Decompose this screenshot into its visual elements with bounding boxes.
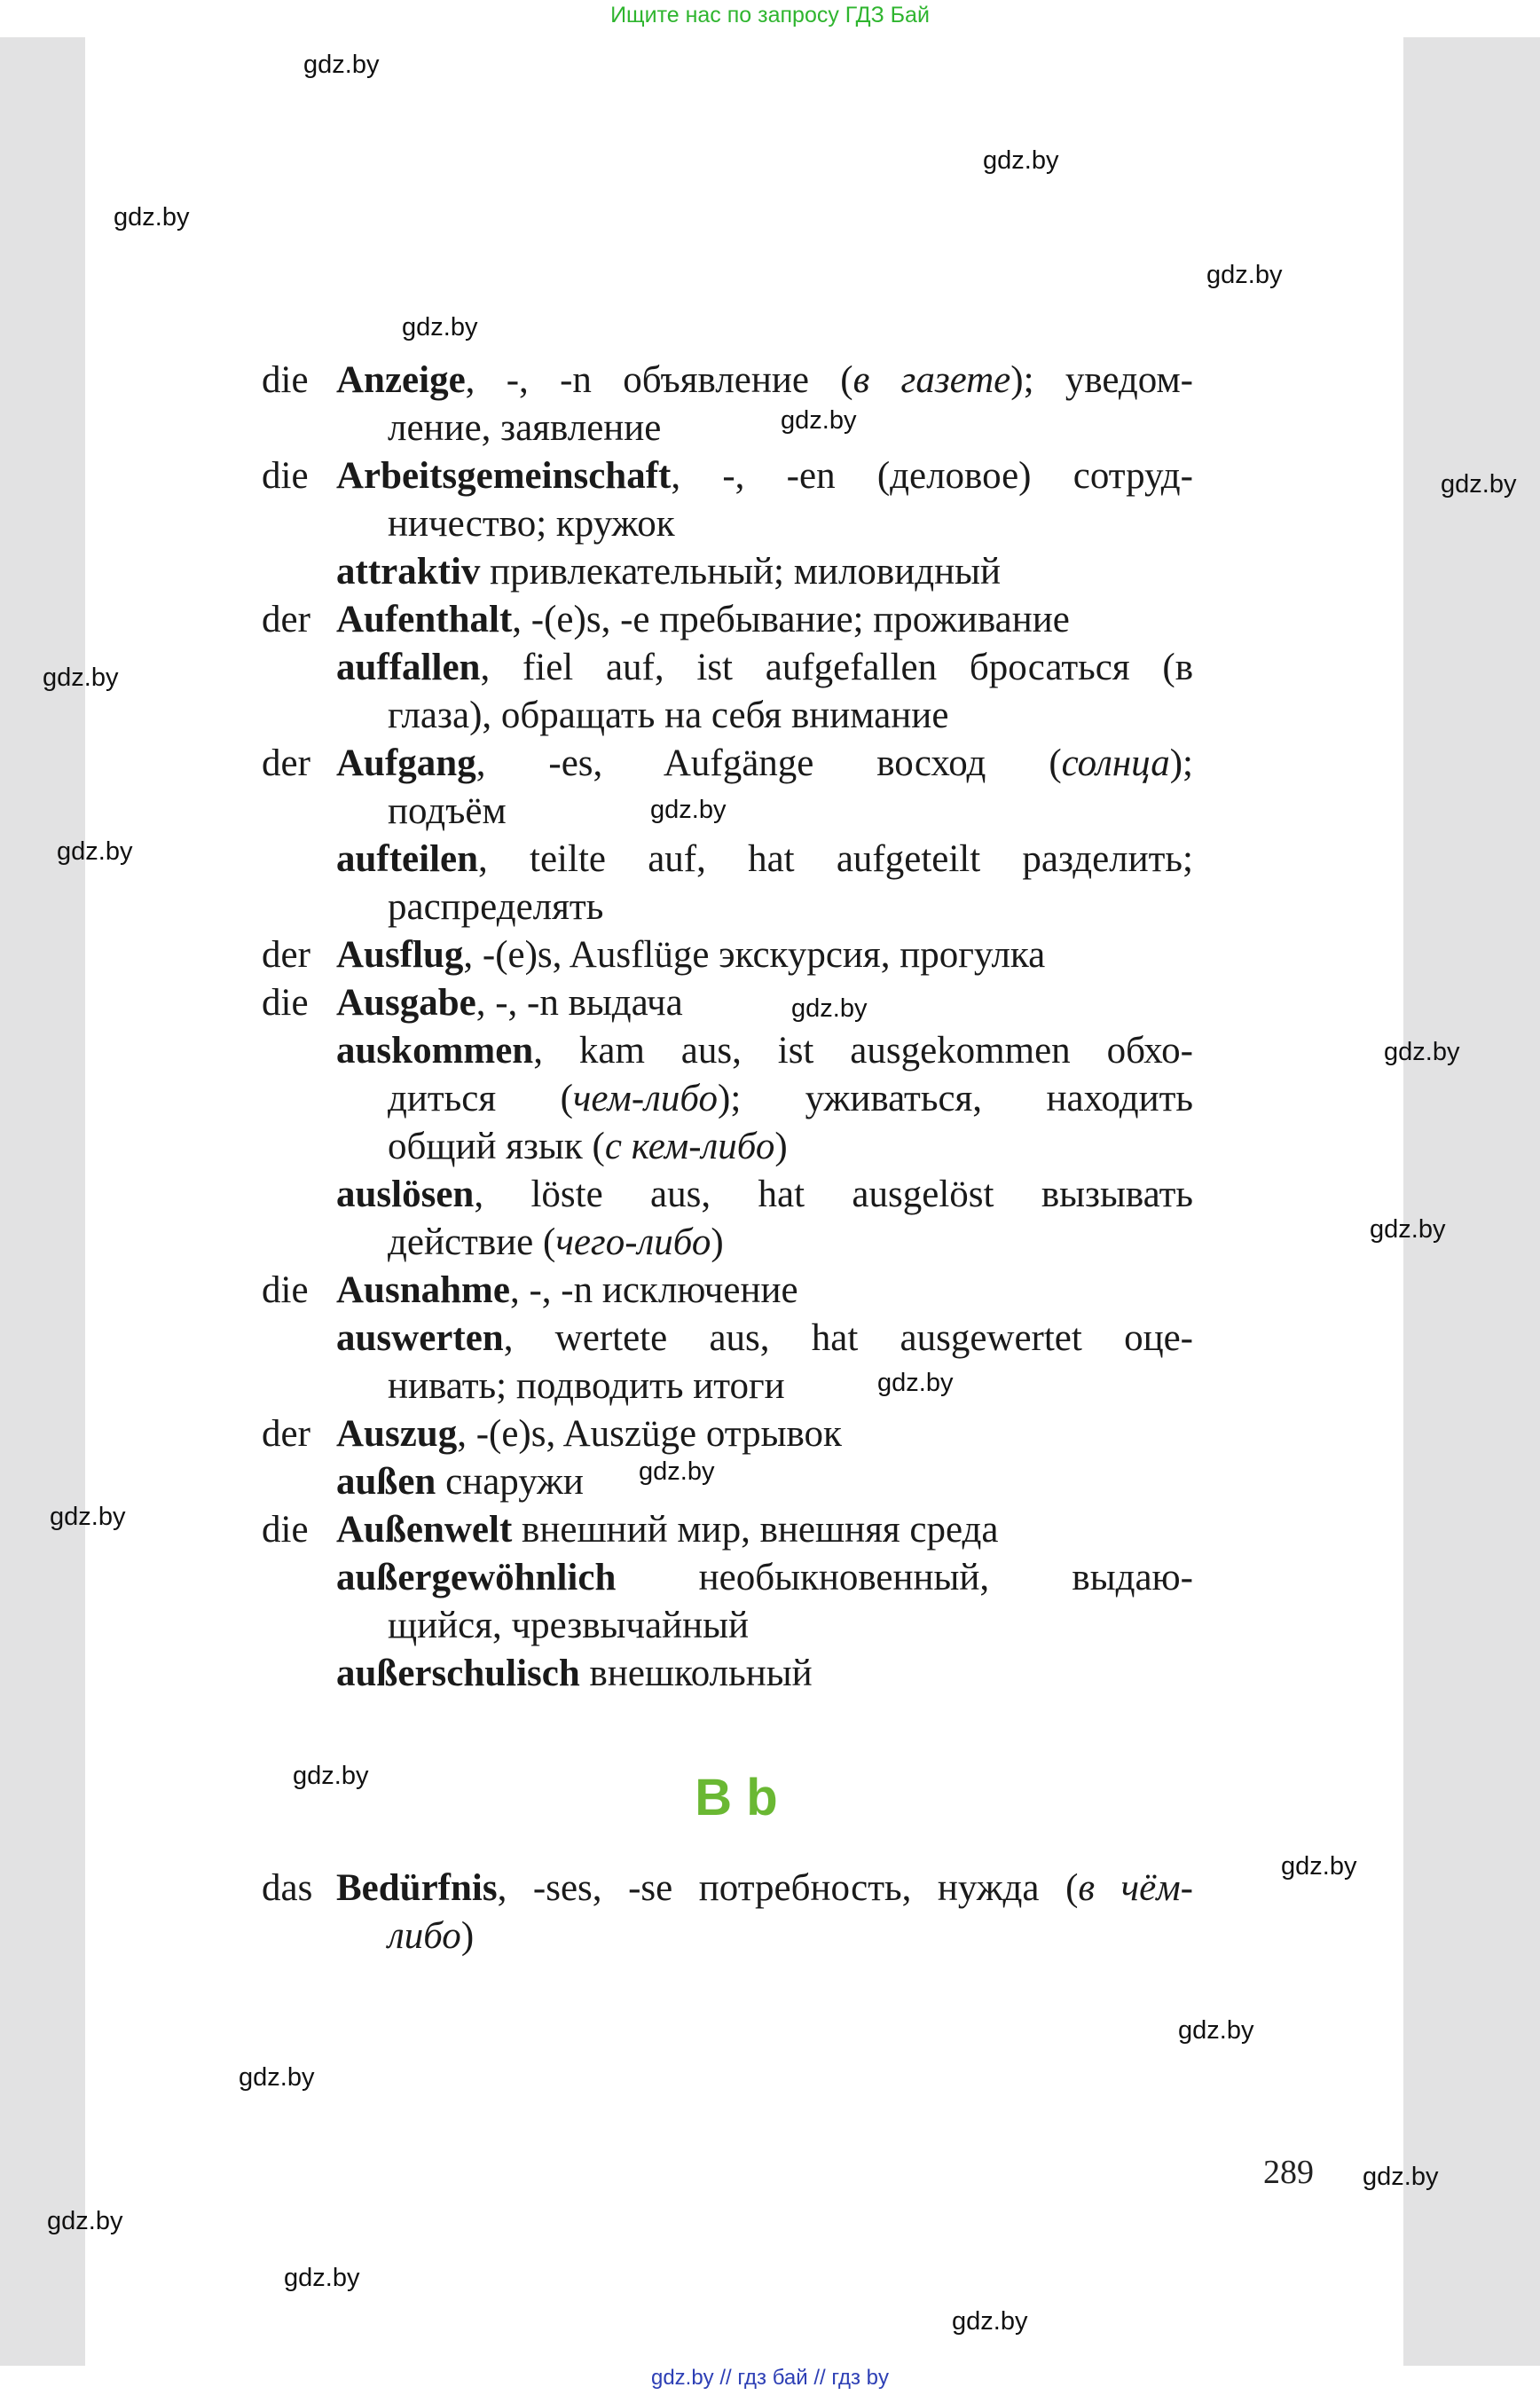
- translation-text: , -, -n выдача: [475, 982, 683, 1024]
- dictionary-entry: [262, 596, 1193, 644]
- translation-text: снаружи: [436, 1461, 584, 1503]
- headword: Arbeitsgemeinschaft: [336, 455, 672, 497]
- dictionary-entry: [262, 1171, 1193, 1267]
- entry-line: [336, 452, 1193, 500]
- dictionary-entry: [262, 1650, 1193, 1698]
- watermark: gdz.by: [650, 796, 727, 824]
- headword: außen: [336, 1461, 436, 1503]
- entry-continuation-line: [336, 1075, 1193, 1123]
- translation-text: , -, -n объявление (: [465, 359, 853, 401]
- entry-line: [336, 357, 1193, 404]
- dictionary-entry: [262, 1865, 1193, 1960]
- headword: Anzeige: [336, 359, 466, 401]
- watermark: gdz.by: [402, 313, 478, 342]
- translation-text: ление, заявление: [388, 407, 662, 449]
- dictionary-entry: [262, 452, 1193, 548]
- left-margin-band: [0, 37, 85, 2366]
- dictionary-entry: [262, 1506, 1193, 1554]
- translation-text: , kam aus, ist ausgekommen обхо-: [533, 1030, 1193, 1072]
- entry-continuation-line: [336, 1219, 1193, 1267]
- entry-article: der: [262, 599, 310, 640]
- entry-continuation-line: [336, 883, 1193, 931]
- translation-text: внешкольный: [579, 1653, 813, 1694]
- translation-text: , teilte auf, hat aufgeteilt разделить;: [478, 838, 1193, 880]
- dictionary-entry: [262, 740, 1193, 836]
- entry-line: [336, 979, 1193, 1027]
- translation-text: , -(e)s, Ausflüge экскурсия, прогулка: [463, 934, 1046, 976]
- headword: auskommen: [336, 1030, 534, 1072]
- watermark: gdz.by: [791, 994, 868, 1023]
- entry-continuation-line: [336, 1123, 1193, 1171]
- translation-text: , löste aus, hat ausgelöst вызывать: [474, 1174, 1193, 1215]
- entry-line: [336, 1410, 1193, 1458]
- entry-line: [336, 931, 1193, 979]
- usage-note: либо: [388, 1915, 461, 1957]
- headword: Ausgabe: [336, 982, 476, 1024]
- watermark: gdz.by: [1363, 2163, 1439, 2191]
- entry-line: [336, 548, 1193, 596]
- dictionary-entry: [262, 1410, 1193, 1458]
- dictionary-entries-a: [262, 357, 1193, 1698]
- dictionary-entry: [262, 644, 1193, 740]
- translation-text: ): [711, 1221, 724, 1263]
- headword: auswerten: [336, 1317, 504, 1359]
- usage-note: чем-либо: [572, 1078, 718, 1119]
- headword: auffallen: [336, 647, 481, 688]
- usage-note: чего-либо: [555, 1221, 711, 1263]
- headword: Aufgang: [336, 742, 476, 784]
- page-number: 289: [1263, 2154, 1314, 2191]
- translation-text: , -ses, -se потребность, нужда (: [497, 1867, 1079, 1909]
- watermark: gdz.by: [952, 2307, 1028, 2336]
- usage-note: в чём-: [1078, 1867, 1193, 1909]
- headword: außergewöhnlich: [336, 1557, 617, 1598]
- translation-text: ): [460, 1915, 475, 1957]
- translation-text: ничество; кружок: [388, 503, 675, 545]
- entry-article: die: [262, 982, 309, 1024]
- headword: Ausflug: [336, 934, 464, 976]
- dictionary-entry: [262, 548, 1193, 596]
- headword: aufteilen: [336, 838, 479, 880]
- usage-note: с кем-либо: [604, 1126, 775, 1167]
- watermark: gdz.by: [284, 2264, 360, 2292]
- entry-continuation-line: [336, 1602, 1193, 1650]
- headword: Außenwelt: [336, 1509, 513, 1551]
- watermark: gdz.by: [114, 203, 190, 232]
- entry-line: [336, 1506, 1193, 1554]
- entry-line: [336, 1171, 1193, 1219]
- translation-text: подъём: [388, 790, 507, 832]
- entry-line: [336, 1865, 1193, 1912]
- dictionary-entry: [262, 1027, 1193, 1171]
- watermark: gdz.by: [1281, 1852, 1357, 1881]
- headword: außerschulisch: [336, 1653, 580, 1694]
- translation-text: диться (: [388, 1078, 573, 1119]
- translation-text: , fiel auf, ist aufgefallen бросаться (в: [480, 647, 1193, 688]
- watermark: gdz.by: [303, 51, 380, 79]
- dictionary-entry: [262, 836, 1193, 931]
- headword: attraktiv: [336, 551, 481, 593]
- translation-text: , -(e)s, -e пребывание; проживание: [512, 599, 1070, 640]
- usage-note: солнца: [1061, 742, 1170, 784]
- entry-article: die: [262, 1269, 309, 1311]
- entry-continuation-line: [336, 692, 1193, 740]
- watermark: gdz.by: [1441, 470, 1517, 499]
- translation-text: необыкновенный, выдаю-: [616, 1557, 1193, 1598]
- translation-text: щийся, чрезвычайный: [388, 1605, 750, 1646]
- entry-continuation-line: [336, 788, 1193, 836]
- translation-text: , -, -en (деловое) сотруд-: [671, 455, 1193, 497]
- dictionary-entries-b: [262, 1865, 1193, 1960]
- translation-text: нивать; подводить итоги: [388, 1365, 785, 1407]
- entry-article: das: [262, 1867, 313, 1909]
- dictionary-entry: [262, 1267, 1193, 1315]
- watermark: gdz.by: [43, 664, 119, 692]
- entry-line: [336, 836, 1193, 883]
- dictionary-entry: [262, 1554, 1193, 1650]
- entry-line: [336, 1315, 1193, 1362]
- dictionary-entry: [262, 1315, 1193, 1410]
- bottom-banner: gdz.by // гдз бай // гдз by: [650, 2366, 890, 2390]
- headword: Ausnahme: [336, 1269, 510, 1311]
- translation-text: глаза), обращать на себя внимание: [388, 695, 949, 736]
- entry-continuation-line: [336, 1362, 1193, 1410]
- watermark: gdz.by: [239, 2063, 315, 2092]
- translation-text: , wertete aus, hat ausgewertet оце-: [503, 1317, 1193, 1359]
- right-margin-band: [1403, 37, 1540, 2366]
- watermark: gdz.by: [293, 1762, 369, 1790]
- entry-line: [336, 644, 1193, 692]
- dictionary-entry: [262, 979, 1193, 1027]
- translation-text: ); уживаться, находить: [718, 1078, 1193, 1119]
- entry-line: [336, 1027, 1193, 1075]
- entry-article: der: [262, 1413, 310, 1455]
- entry-line: [336, 740, 1193, 788]
- watermark: gdz.by: [877, 1369, 954, 1397]
- watermark: gdz.by: [47, 2207, 123, 2235]
- watermark: gdz.by: [57, 837, 133, 866]
- entry-line: [336, 1554, 1193, 1602]
- dictionary-entry: [262, 931, 1193, 979]
- watermark: gdz.by: [50, 1503, 126, 1531]
- translation-text: внешний мир, внешняя среда: [512, 1509, 999, 1551]
- translation-text: действие (: [388, 1221, 556, 1263]
- entry-continuation-line: [336, 1912, 1193, 1960]
- translation-text: распределять: [388, 886, 604, 928]
- entry-continuation-line: [336, 404, 1193, 452]
- section-letter-heading: B b: [695, 1769, 778, 1826]
- headword: Auszug: [336, 1413, 458, 1455]
- watermark: gdz.by: [1178, 2016, 1254, 2045]
- entry-line: [336, 1458, 1193, 1506]
- translation-text: ); уведом-: [1010, 359, 1193, 401]
- watermark: gdz.by: [1370, 1215, 1446, 1244]
- entry-article: die: [262, 1509, 309, 1551]
- translation-text: , -(e)s, Auszüge отрывок: [457, 1413, 842, 1455]
- watermark: gdz.by: [1206, 261, 1283, 289]
- headword: auslösen: [336, 1174, 475, 1215]
- watermark: gdz.by: [639, 1457, 715, 1486]
- entry-line: [336, 1267, 1193, 1315]
- translation-text: , -es, Aufgänge восход (: [475, 742, 1062, 784]
- entry-article: die: [262, 359, 309, 401]
- dictionary-entry: [262, 1458, 1193, 1506]
- entry-continuation-line: [336, 500, 1193, 548]
- watermark: gdz.by: [983, 146, 1059, 175]
- headword: Aufenthalt: [336, 599, 513, 640]
- watermark: gdz.by: [1384, 1038, 1460, 1066]
- dictionary-entry: [262, 357, 1193, 452]
- translation-text: ): [774, 1126, 788, 1167]
- headword: Bedürfnis: [336, 1867, 498, 1909]
- translation-text: , -, -n исключение: [509, 1269, 798, 1311]
- translation-text: привлекательный; миловидный: [480, 551, 1002, 593]
- entry-article: der: [262, 742, 310, 784]
- translation-text: );: [1169, 742, 1193, 784]
- entry-line: [336, 596, 1193, 644]
- usage-note: в газете: [852, 359, 1011, 401]
- entry-article: der: [262, 934, 310, 976]
- translation-text: общий язык (: [388, 1126, 605, 1167]
- entry-line: [336, 1650, 1193, 1698]
- top-banner: Ищите нас по запросу ГДЗ Бай: [610, 3, 930, 27]
- entry-article: die: [262, 455, 309, 497]
- watermark: gdz.by: [781, 406, 857, 435]
